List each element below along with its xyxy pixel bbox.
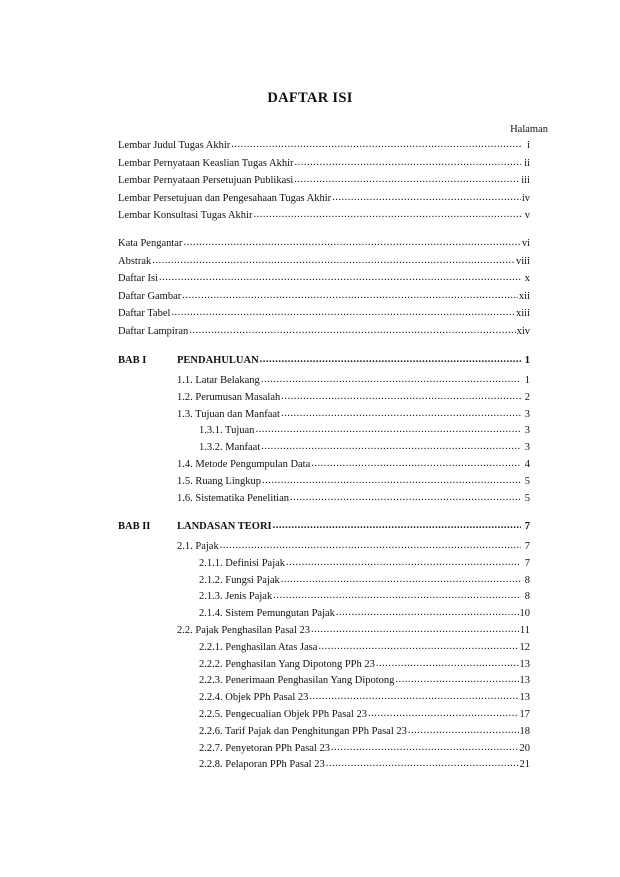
toc-page-number: 8: [524, 591, 530, 603]
toc-page-number: 13: [519, 658, 530, 670]
toc-entry-front2-0[interactable]: [118, 237, 530, 251]
toc-entry-bab2-item-11[interactable]: [199, 725, 530, 739]
toc-entry-bab2-item-0[interactable]: [177, 540, 530, 554]
toc-entry-title: 2.2.2. Penghasilan Yang Dipotong PPh 23: [199, 658, 375, 670]
toc-page-number: 3: [524, 425, 530, 437]
dot-leader: [376, 657, 519, 671]
dot-leader: [336, 606, 519, 620]
toc-entry-title: 2.2.3. Penerimaan Penghasilan Yang Dipotong: [199, 675, 395, 687]
toc-page-number: 18: [519, 725, 530, 737]
halaman-label: Halaman: [510, 124, 548, 135]
toc-page-number: vi: [521, 238, 530, 249]
toc-page-number: xii: [518, 290, 530, 302]
toc-entry-title: 1.2. Perumusan Masalah: [177, 391, 281, 403]
toc-page-number: 4: [524, 459, 530, 470]
toc-entry-bab2-item-5[interactable]: [177, 624, 530, 638]
toc-entry-bab1-item-2[interactable]: [177, 408, 530, 422]
dot-leader: [281, 573, 521, 587]
toc-entry-title: Daftar Tabel: [118, 308, 171, 320]
bab1-heading[interactable]: [177, 354, 530, 368]
dot-leader: [273, 589, 521, 603]
chapter-title: LANDASAN TEORI: [177, 521, 272, 532]
toc-entry-title: Abstrak: [118, 255, 152, 267]
dot-leader: [331, 741, 519, 755]
toc-entry-bab2-item-13[interactable]: [199, 758, 530, 772]
toc-page-number: 11: [519, 625, 530, 636]
toc-entry-title: 2.1.2. Fungsi Pajak: [199, 574, 280, 586]
dot-leader: [295, 156, 521, 170]
toc-entry-title: 2.1.4. Sistem Pemungutan Pajak: [199, 608, 335, 620]
toc-entry-title: 1.4. Metode Pengumpulan Data: [177, 459, 311, 470]
toc-page-number: 7: [524, 541, 530, 552]
toc-entry-front-1[interactable]: [118, 157, 530, 171]
toc-page-number: 7: [524, 521, 530, 532]
dot-leader: [281, 390, 521, 404]
toc-page-number: xiii: [515, 308, 530, 320]
dot-leader: [262, 474, 521, 488]
toc-entry-title: Lembar Pernyataan Keaslian Tugas Akhir: [118, 157, 294, 169]
toc-entry-title: 2.2.7. Penyetoran PPh Pasal 23: [199, 742, 330, 754]
dot-leader: [286, 556, 521, 570]
toc-entry-front-2[interactable]: [118, 174, 530, 188]
dot-leader: [408, 724, 519, 738]
bab2-heading[interactable]: [177, 520, 530, 534]
toc-page-number: 8: [524, 574, 530, 586]
toc-entry-bab2-item-7[interactable]: [199, 658, 530, 672]
toc-page-number: v: [524, 210, 530, 222]
toc-entry-title: 2.2. Pajak Penghasilan Pasal 23: [177, 625, 310, 636]
toc-entry-title: Daftar Gambar: [118, 290, 182, 302]
toc-page-number: 7: [524, 557, 530, 569]
toc-page-number: 1: [524, 375, 530, 386]
toc-page-number: i: [527, 140, 530, 151]
dot-leader: [253, 208, 521, 222]
page-title: DAFTAR ISI: [267, 90, 353, 106]
toc-entry-bab1-item-6[interactable]: [177, 475, 530, 489]
dot-leader: [183, 236, 520, 250]
toc-entry-title: Daftar Lampiran: [118, 326, 189, 337]
toc-page-number: 3: [524, 442, 530, 454]
toc-entry-title: 2.1.1. Definisi Pajak: [199, 557, 286, 569]
dot-leader: [189, 324, 515, 338]
dot-leader: [220, 539, 521, 553]
dot-leader: [332, 191, 521, 205]
toc-entry-title: 1.3.2. Manfaat: [199, 442, 261, 454]
toc-entry-front2-2[interactable]: [118, 272, 530, 286]
toc-entry-title: 2.2.8. Pelaporan PPh Pasal 23: [199, 759, 325, 771]
toc-page-number: 20: [519, 742, 530, 754]
dot-leader: [326, 757, 519, 771]
toc-entry-bab1-item-5[interactable]: [177, 458, 530, 472]
toc-entry-bab1-item-0[interactable]: [177, 374, 530, 388]
toc-entry-front2-1[interactable]: [118, 255, 530, 269]
toc-entry-bab1-item-1[interactable]: [177, 391, 530, 405]
toc-entry-bab1-item-4[interactable]: [199, 441, 530, 455]
toc-entry-bab2-item-1[interactable]: [199, 557, 530, 571]
toc-entry-bab2-item-2[interactable]: [199, 574, 530, 588]
toc-page-number: 21: [519, 759, 530, 771]
toc-page-number: x: [524, 273, 530, 285]
toc-entry-front2-5[interactable]: [118, 325, 530, 339]
toc-entry-title: Lembar Konsultasi Tugas Akhir: [118, 210, 253, 222]
toc-entry-bab2-item-12[interactable]: [199, 742, 530, 756]
toc-entry-title: Daftar Isi: [118, 273, 158, 285]
toc-page-number: xiv: [516, 326, 530, 337]
dot-leader: [368, 707, 519, 721]
dot-leader: [260, 353, 521, 367]
dot-leader: [255, 423, 521, 437]
toc-entry-front-4[interactable]: [118, 209, 530, 223]
dot-leader: [281, 407, 521, 421]
toc-entry-title: 1.3. Tujuan dan Manfaat: [177, 408, 280, 420]
toc-entry-front2-3[interactable]: [118, 290, 530, 304]
dot-leader: [171, 306, 515, 320]
dot-leader: [294, 173, 520, 187]
toc-page-number: 13: [519, 675, 530, 687]
dot-leader: [152, 254, 515, 268]
dot-leader: [182, 289, 518, 303]
dot-leader: [311, 457, 521, 471]
toc-page-number: iv: [521, 192, 530, 204]
toc-page-number: iii: [521, 175, 530, 187]
toc-entry-title: 2.2.4. Objek PPh Pasal 23: [199, 692, 309, 704]
toc-entry-bab1-item-3[interactable]: [199, 424, 530, 438]
toc-entry-bab2-item-10[interactable]: [199, 708, 530, 722]
dot-leader: [309, 690, 518, 704]
toc-entry-front-0[interactable]: [118, 139, 530, 153]
toc-page-number: 12: [519, 641, 530, 653]
dot-leader: [318, 640, 518, 654]
bab2-label: BAB II: [118, 521, 151, 532]
toc-page-number: 2: [524, 391, 530, 403]
chapter-title: PENDAHULUAN: [177, 355, 259, 366]
toc-entry-title: 2.1.3. Jenis Pajak: [199, 591, 273, 603]
toc-page-number: viii: [515, 255, 530, 267]
dot-leader: [159, 271, 521, 285]
dot-leader: [261, 440, 521, 454]
dot-leader: [231, 138, 521, 152]
toc-page-number: 3: [524, 408, 530, 420]
dot-leader: [261, 373, 521, 387]
toc-entry-title: Lembar Judul Tugas Akhir: [118, 140, 231, 151]
toc-page-number: 17: [519, 709, 530, 720]
toc-page-number: 10: [519, 608, 530, 620]
toc-page-number: 5: [524, 492, 530, 504]
toc-entry-bab2-item-4[interactable]: [199, 607, 530, 621]
toc-entry-front-3[interactable]: [118, 192, 530, 206]
dot-leader: [311, 623, 519, 637]
toc-entry-title: Kata Pengantar: [118, 238, 183, 249]
toc-entry-front2-4[interactable]: [118, 307, 530, 321]
toc-entry-title: 2.1. Pajak: [177, 541, 219, 552]
toc-entry-title: 2.2.5. Pengecualian Objek PPh Pasal 23: [199, 709, 367, 720]
toc-entry-bab2-item-6[interactable]: [199, 641, 530, 655]
toc-page-number: 13: [519, 692, 530, 704]
toc-entry-bab2-item-8[interactable]: [199, 674, 530, 688]
bab1-label: BAB I: [118, 355, 147, 366]
dot-leader: [290, 491, 521, 505]
toc-page-number: ii: [524, 157, 530, 169]
toc-entry-bab2-item-3[interactable]: [199, 590, 530, 604]
toc-entry-title: 1.1. Latar Belakang: [177, 375, 260, 386]
dot-leader: [395, 673, 518, 687]
toc-entry-title: Lembar Persetujuan dan Pengesahaan Tugas Akhir: [118, 192, 332, 204]
toc-entry-bab2-item-9[interactable]: [199, 691, 530, 705]
toc-page-number: 5: [524, 475, 530, 487]
toc-entry-title: 2.2.1. Penghasilan Atas Jasa: [199, 641, 318, 653]
toc-entry-title: Lembar Pernyataan Persetujuan Publikasi: [118, 175, 294, 187]
toc-page-number: 1: [524, 355, 530, 366]
toc-entry-title: 1.6. Sistematika Penelitian: [177, 492, 289, 504]
toc-entry-bab1-item-7[interactable]: [177, 492, 530, 506]
toc-entry-title: 1.5. Ruang Lingkup: [177, 475, 261, 487]
toc-entry-title: 2.2.6. Tarif Pajak dan Penghitungan PPh Pasal 23: [199, 725, 407, 737]
dot-leader: [273, 519, 521, 533]
toc-entry-title: 1.3.1. Tujuan: [199, 425, 255, 437]
